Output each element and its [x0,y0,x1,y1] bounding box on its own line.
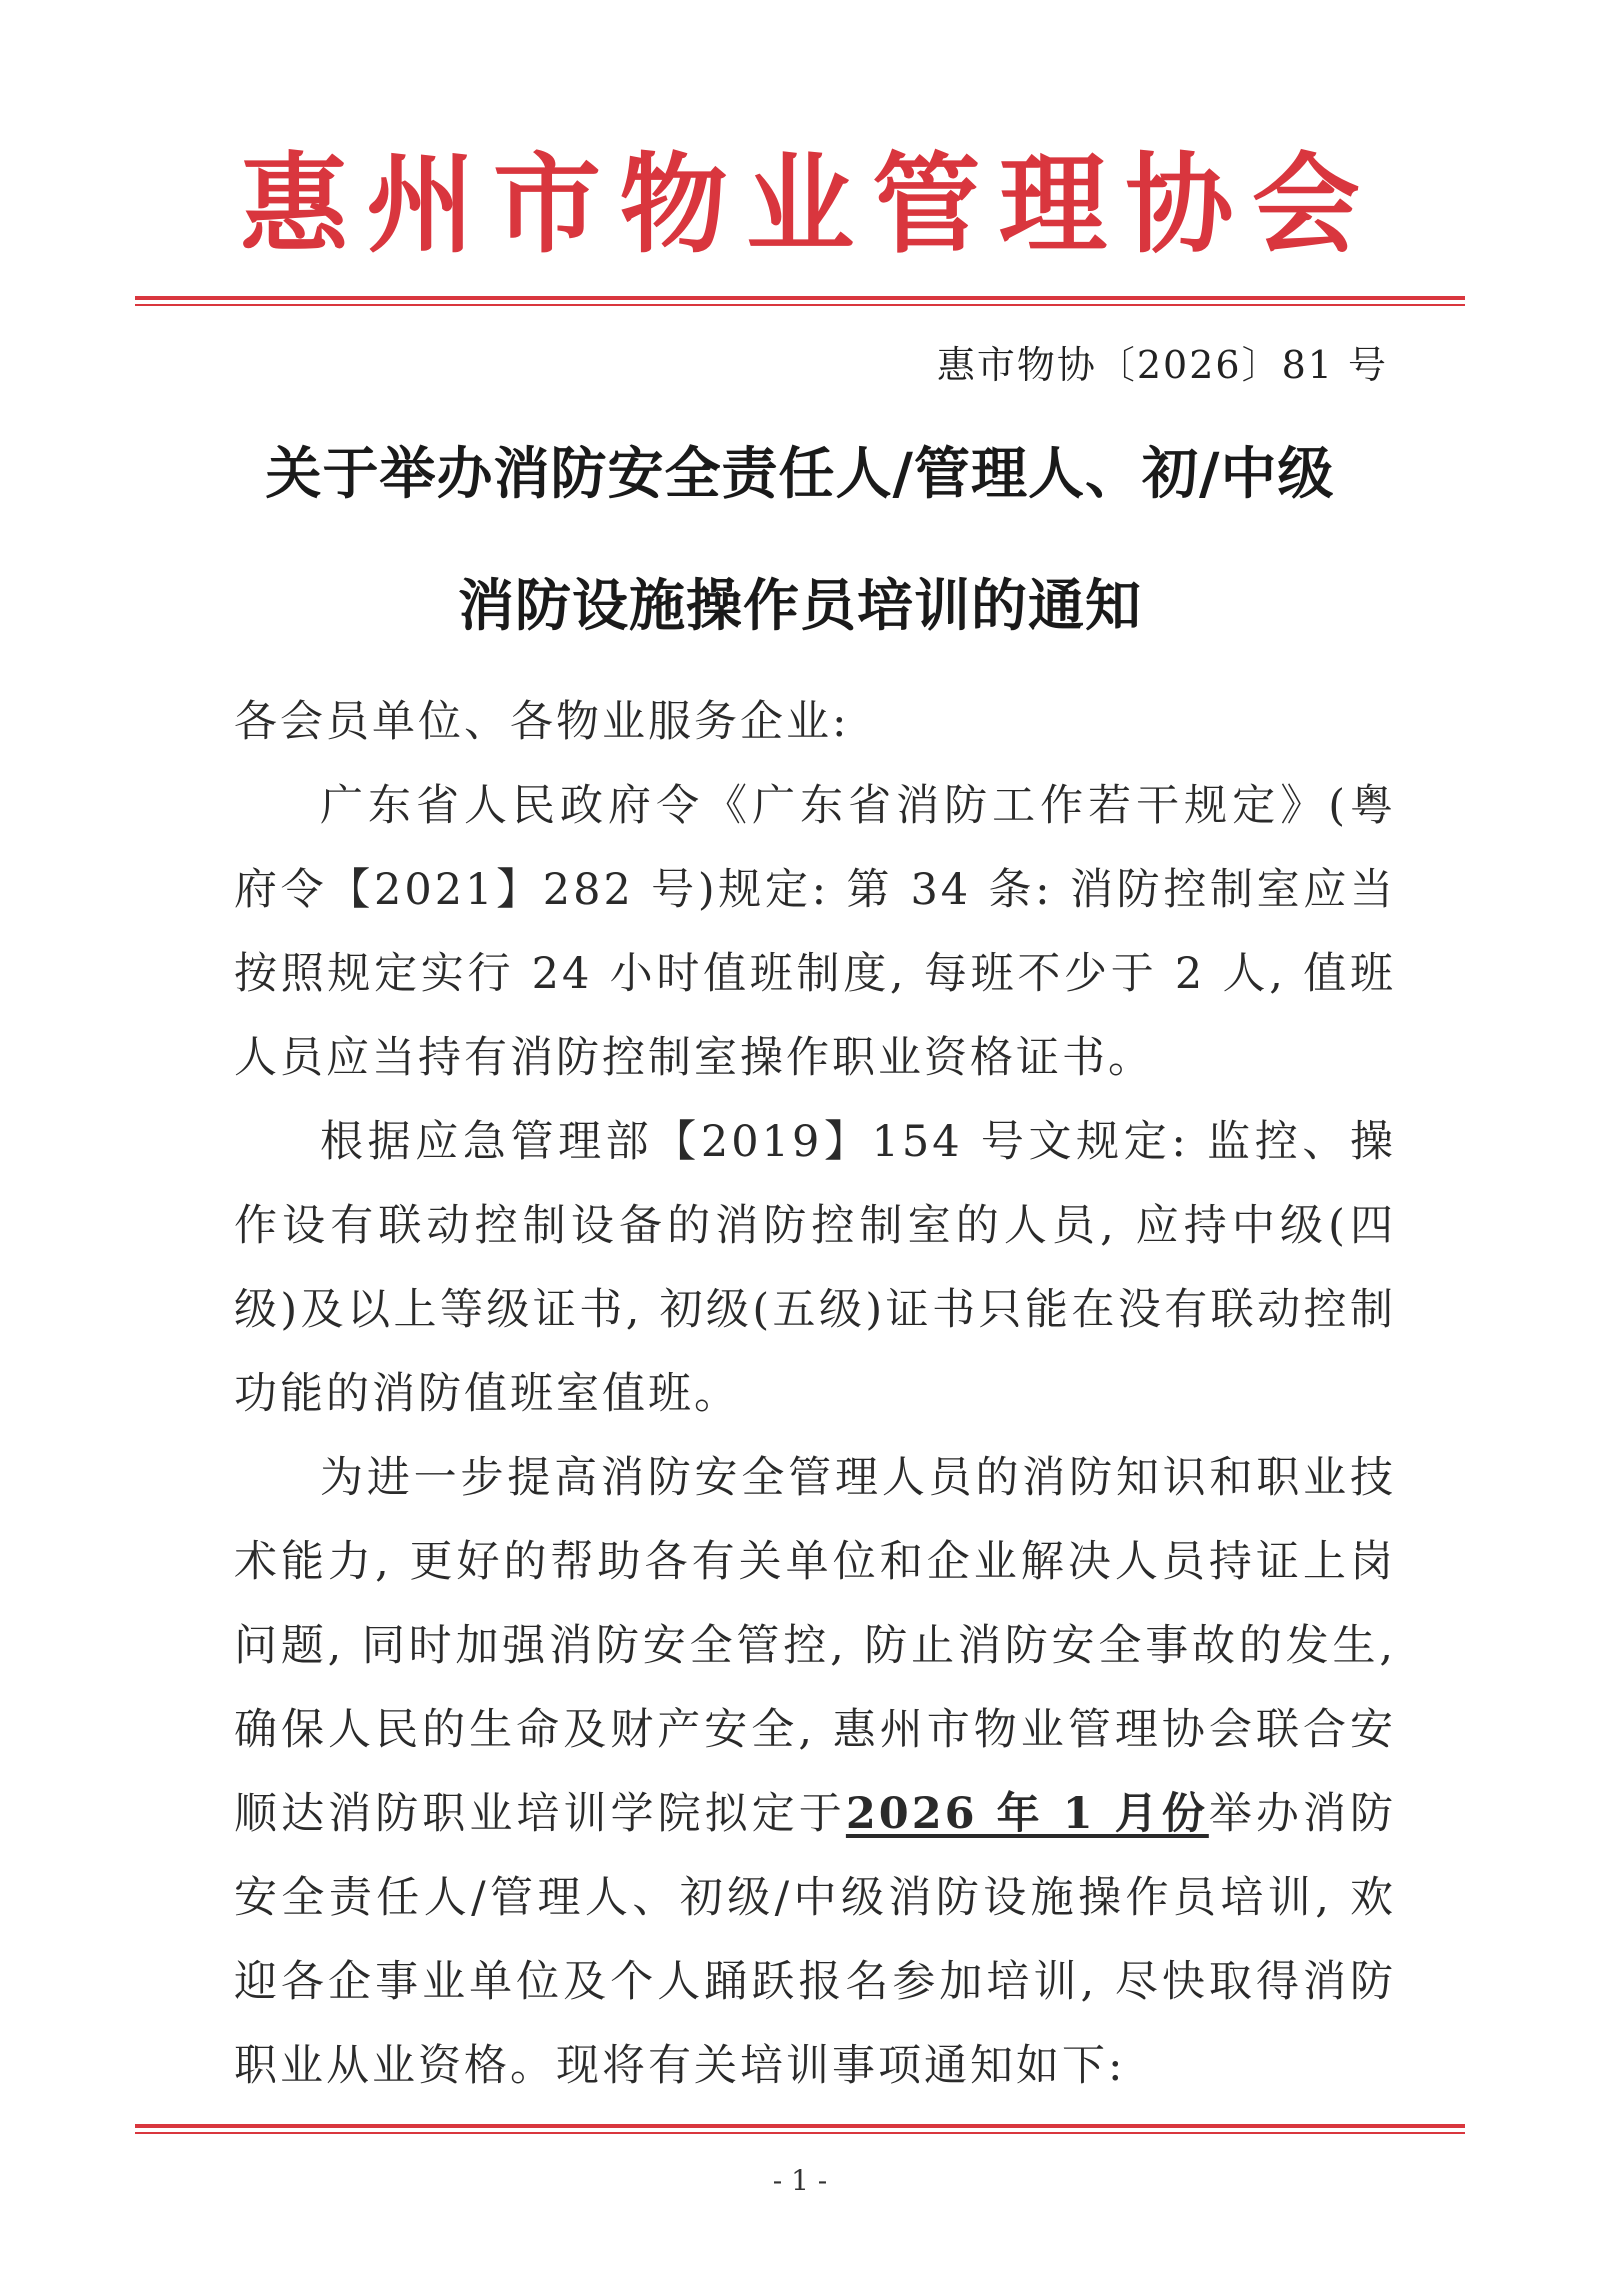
org-name-char: 管 [872,142,981,268]
org-name-char: 协 [1125,142,1234,268]
org-name-char: 惠 [240,142,349,268]
paragraph-text-after: 举办消防安全责任人/管理人、初级/中级消防设施操作员培训, 欢迎各企事业单位及个人踊跃报名参加培训, 尽快取得消防职业从业资格。现将有关培训事项通知如下: [234,1789,1397,2091]
org-name-char: 业 [745,142,854,268]
org-name-char: 会 [1251,142,1360,268]
salutation: 各会员单位、各物业服务企业: [234,697,850,747]
page-number: - 1 - [772,2164,828,2197]
org-name-char: 州 [366,142,475,268]
training-date-emphasis: 2026 年 1 月份 [845,1789,1209,1839]
paragraph-training-announcement [234,1436,1396,2108]
footer-divider [135,2124,1465,2134]
paragraph-ministry-rule: 根据应急管理部【2019】154 号文规定: 监控、操作设有联动控制设备的消防控制室的人员, 应持中级(四级)及以上等级证书, 初级(五级)证书只能在没有联动控制功能的消防值班室值班。 [234,1117,1396,1419]
org-name-char: 物 [619,142,728,268]
org-name-header [240,140,1360,270]
document-title-line-1: 关于举办消防安全责任人/管理人、初/中级 [265,441,1335,507]
paragraph-regulation: 广东省人民政府令《广东省消防工作若干规定》(粤府令【2021】282 号)规定: 第 34 条: 消防控制室应当按照规定实行 24 小时值班制度, 每班不少于 2 人, 值班人员应当持有消防控制室操作职业资格证书。 [234,781,1396,1083]
document-title-line-2: 消防设施操作员培训的通知 [458,573,1142,639]
header-divider [135,296,1465,306]
document-number: 惠市物协〔2026〕81 号 [936,343,1388,387]
org-name-char: 市 [492,142,601,268]
org-name-char: 理 [998,142,1107,268]
paragraph-text-before: 为进一步提高消防安全管理人员的消防知识和职业技术能力, 更好的帮助各有关单位和企业解决人员持证上岗问题, 同时加强消防安全管控, 防止消防安全事故的发生, 确保人民的生命及财产安全, 惠州市物业管理协会联合安顺达消防职业培训学院拟定于 [234,1453,1396,1839]
document-body [234,680,1396,2108]
